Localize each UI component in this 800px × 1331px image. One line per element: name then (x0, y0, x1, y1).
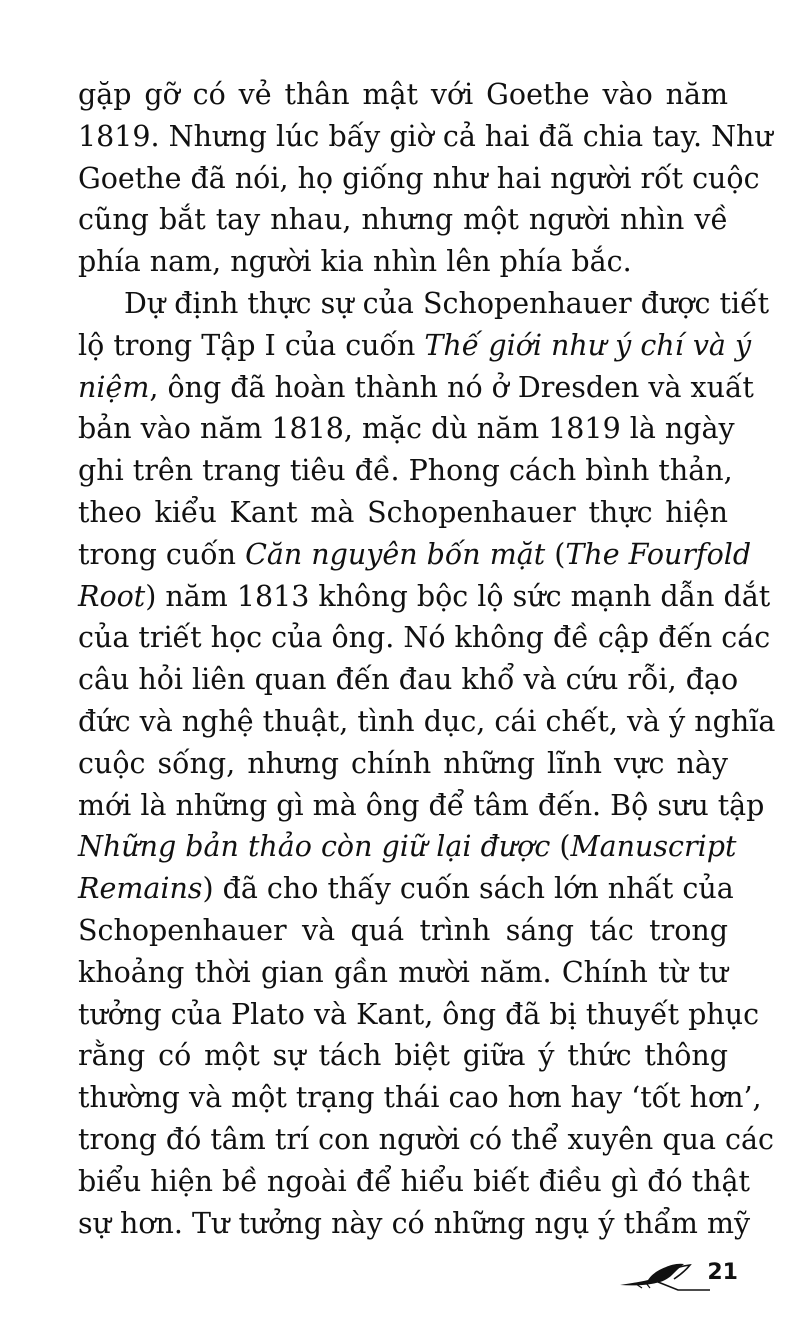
text-line (78, 1119, 774, 1161)
text-run: câu hỏi liên quan đến đau khổ và cứu rỗi, đạo (78, 663, 739, 697)
text-run: ) đã cho thấy cuốn sách lớn nhất của (202, 872, 734, 906)
text-run: phía nam, người kia nhìn lên phía bắc. (78, 245, 632, 279)
text-line (78, 1035, 728, 1077)
text-run: bản vào năm 1818, mặc dù năm 1819 là ngày (78, 412, 735, 446)
italic-title-run: The Fourfold (565, 537, 752, 571)
text-line (78, 325, 752, 367)
text-run: biểu hiện bề ngoài để hiểu biết điều gì đó thật (78, 1164, 750, 1198)
text-line (78, 1161, 750, 1203)
text-run: ghi trên trang tiêu đề. Phong cách bình thản, (78, 454, 733, 488)
italic-title-run: Root (78, 579, 146, 613)
italic-title-run: Căn nguyên bốn mặt (245, 537, 546, 571)
text-run: thường và một trạng thái cao hơn hay ‘tốt hơn’, (78, 1081, 762, 1115)
text-run: trong cuốn (78, 537, 246, 571)
text-run: mới là những gì mà ông để tâm đến. Bộ sưu tập (78, 788, 765, 822)
text-line (78, 1077, 762, 1119)
text-line (78, 743, 728, 785)
text-line (78, 952, 728, 994)
text-run: , ông đã hoàn thành nó ở Dresden và xuất (149, 370, 754, 404)
quill-pen-ornament-icon (618, 1258, 710, 1294)
text-run: lộ trong Tập I của cuốn (78, 328, 425, 362)
text-run: ) năm 1813 không bộc lộ sức mạnh dẫn dắt (145, 579, 771, 613)
text-run: sự hơn. Tư tưởng này có những ngụ ý thẩm mỹ (78, 1206, 751, 1240)
text-line (78, 283, 770, 325)
text-run: 1819. Nhưng lúc bấy giờ cả hai đã chia tay. Như (78, 119, 773, 153)
text-run: gặp gỡ có vẻ thân mật với Goethe vào năm (78, 78, 728, 111)
text-run: trong đó tâm trí con người có thể xuyên qua các (78, 1122, 774, 1156)
text-line (78, 659, 739, 701)
text-run: theo kiểu Kant mà Schopenhauer thực hiện (78, 495, 728, 529)
body-text (78, 74, 776, 1244)
text-line (78, 785, 765, 827)
text-line (78, 826, 737, 868)
text-run: khoảng thời gian gần mười năm. Chính từ tư (78, 955, 728, 989)
text-run: cũng bắt tay nhau, nhưng một người nhìn về (78, 203, 728, 237)
text-run: Goethe đã nói, họ giống như hai người rốt cuộc (78, 161, 760, 195)
text-run: của triết học của ông. Nó không đề cập đến các (78, 621, 771, 655)
text-line (78, 199, 728, 241)
text-run: Dự định thực sự của Schopenhauer được tiết (124, 286, 770, 320)
text-run: Schopenhauer và quá trình sáng tác trong (78, 913, 728, 947)
italic-title-run: Những bản thảo còn giữ lại được (78, 830, 551, 864)
text-line (78, 116, 773, 158)
text-line (78, 576, 771, 618)
text-run: cuộc sống, nhưng chính những lĩnh vực này (78, 746, 728, 780)
italic-title-run: niệm (78, 370, 150, 404)
text-line (78, 492, 728, 534)
text-line (78, 241, 728, 283)
italic-title-run: Remains (78, 872, 203, 906)
page-footer (618, 1258, 738, 1294)
text-run: ( (545, 537, 566, 571)
text-line (78, 408, 735, 450)
text-run: tưởng của Plato và Kant, ông đã bị thuyết phục (78, 997, 760, 1031)
text-line (78, 367, 754, 409)
text-line (78, 158, 760, 200)
text-run: đức và nghệ thuật, tình dục, cái chết, và ý nghĩa (78, 704, 776, 738)
text-line (78, 701, 776, 743)
text-line (78, 74, 728, 116)
italic-title-run: Thế giới như ý chí và ý (424, 328, 752, 362)
text-run: ( (550, 830, 571, 864)
text-line (78, 910, 728, 952)
text-line (78, 994, 760, 1036)
italic-title-run: Manuscript (570, 830, 737, 864)
text-line (78, 1203, 751, 1245)
text-run: rằng có một sự tách biệt giữa ý thức thông (78, 1039, 728, 1073)
page-number: 21 (707, 1260, 738, 1285)
text-line (78, 450, 733, 492)
text-line (78, 617, 771, 659)
text-line (78, 534, 752, 576)
text-line (78, 868, 734, 910)
